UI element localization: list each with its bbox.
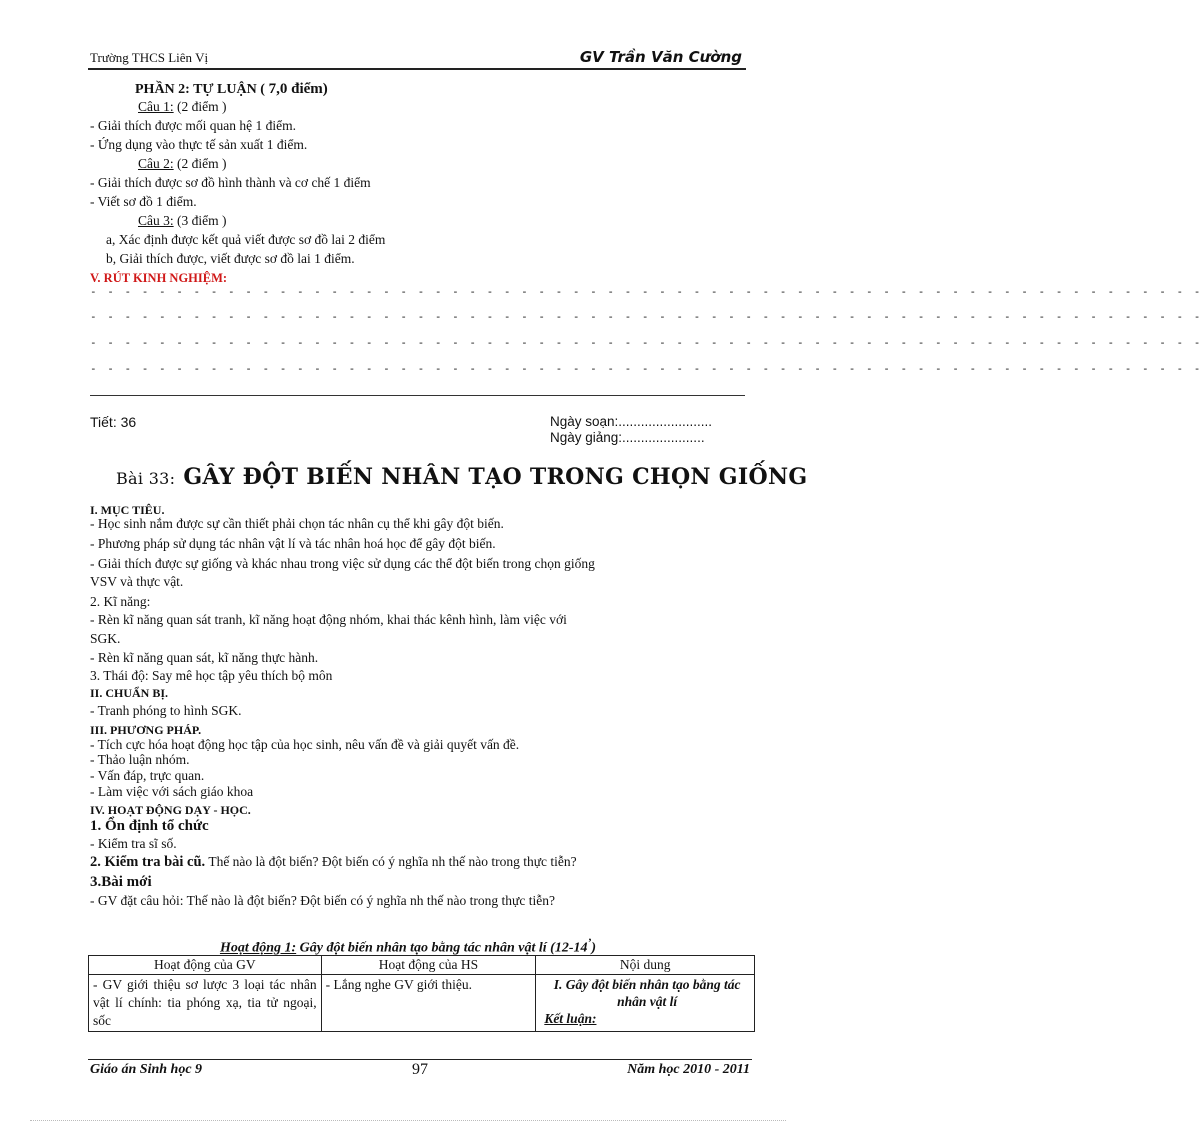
footer-left: Giáo án Sinh học 9 bbox=[90, 1062, 203, 1077]
q2-points: (2 điểm ) bbox=[173, 156, 227, 171]
kiem-si-so: - Kiểm tra sĩ số. bbox=[90, 836, 177, 851]
muc-tieu-line-2: - Phương pháp sử dụng tác nhân vật lí và tác nhân hoá học để gây đột biến. bbox=[90, 536, 496, 551]
part2-title bbox=[135, 81, 328, 98]
header-divider bbox=[88, 68, 746, 70]
q3-line-b: b, Giải thích được, viết được sơ đồ lai 1 điểm. bbox=[106, 251, 355, 266]
activity-title-mark: ’ bbox=[587, 936, 592, 949]
q2-label: Câu 2: bbox=[138, 156, 174, 171]
on-dinh-heading: 1. Ổn định tổ chức bbox=[90, 818, 209, 834]
section-divider bbox=[90, 395, 745, 396]
dash-line-2: - - - - - - - - - - - - - - - - - - - - - - - - - - - - - - - - - - - - - - - - - - - - - - - - - - - - - - - - - - - - - - - - - bbox=[90, 310, 1202, 323]
activity-table bbox=[88, 955, 755, 1032]
q3-label: Câu 3: bbox=[138, 213, 174, 228]
footer-divider bbox=[88, 1059, 752, 1060]
col-header-noi-dung: Nội dung bbox=[536, 956, 755, 975]
activity-title-rest: Gây đột biến nhân tạo bằng tác nhân vật lí (12-14 bbox=[296, 940, 588, 956]
q3-header bbox=[138, 213, 227, 229]
table-row bbox=[89, 975, 755, 1032]
muc-tieu-line-3b: VSV và thực vật. bbox=[90, 574, 184, 589]
muc-tieu-heading: I. MỤC TIÊU. bbox=[90, 503, 165, 517]
cell-hs: - Lắng nghe GV giới thiệu. bbox=[321, 975, 536, 1032]
q1-header bbox=[138, 99, 227, 115]
ki-nang-line-1b: SGK. bbox=[90, 631, 121, 646]
rut-kinh-nghiem-heading: V. RÚT KINH NGHIỆM: bbox=[90, 271, 228, 285]
noi-dung-ket-luan: Kết luận: bbox=[544, 1011, 597, 1026]
q3-line-a: a, Xác định được kết quả viết được sơ đồ lai 2 điểm bbox=[106, 232, 386, 247]
lesson-number: Bài 33: bbox=[116, 469, 176, 488]
footer-right: Năm học 2010 - 2011 bbox=[627, 1062, 750, 1077]
noi-dung-title: I. Gây đột biến nhân tạo bằng tác nhân vật lí bbox=[553, 977, 741, 1009]
lesson-title bbox=[116, 464, 807, 490]
phuong-phap-line-3: - Vấn đáp, trực quan. bbox=[90, 768, 205, 783]
ki-nang-line-1a: - Rèn kĩ năng quan sát tranh, kĩ năng hoạt động nhóm, khai thác kênh hình, làm việc với bbox=[90, 612, 567, 627]
thai-do: 3. Thái độ: Say mê học tập yêu thích bộ môn bbox=[90, 668, 333, 683]
muc-tieu-line-3a: - Giải thích được sự giống và khác nhau trong việc sử dụng các thể đột biến trong chọn giống bbox=[90, 556, 595, 571]
teacher-name: GV Trần Văn Cường bbox=[579, 48, 742, 66]
ngay-soan: Ngày soạn:......................... bbox=[550, 414, 713, 429]
lesson-title-text: GÂY ĐỘT BIẾN NHÂN TẠO TRONG CHỌN GIỐNG bbox=[183, 464, 808, 490]
page-number: 97 bbox=[412, 1061, 428, 1078]
activity-title-prefix: Hoạt động 1: bbox=[219, 940, 297, 956]
cell-gv: - GV giới thiệu sơ lược 3 loại tác nhân vật lí chính: tia phóng xạ, tia tử ngoại, sốc bbox=[89, 975, 322, 1032]
q1-line-2: - Ứng dụng vào thực tế sản xuất 1 điểm. bbox=[90, 137, 308, 152]
phuong-phap-line-4: - Làm việc với sách giáo khoa bbox=[90, 784, 254, 799]
tiet-label: Tiết: 36 bbox=[90, 414, 137, 430]
ki-nang-line-2: - Rèn kĩ năng quan sát, kĩ năng thực hành. bbox=[90, 650, 319, 665]
q2-header bbox=[138, 156, 227, 172]
q3-points: (3 điểm ) bbox=[173, 213, 227, 228]
bai-moi-heading: 3.Bài mới bbox=[90, 874, 152, 890]
phuong-phap-line-2: - Thảo luận nhóm. bbox=[90, 752, 190, 767]
activity-title-close: ) bbox=[591, 940, 597, 956]
q1-label: Câu 1: bbox=[138, 99, 174, 114]
page-edge bbox=[30, 1120, 786, 1121]
q2-line-2: - Viết sơ đồ 1 điểm. bbox=[90, 194, 197, 209]
dash-line-1: - - - - - - - - - - - - - - - - - - - - - - - - - - - - - - - - - - - - - - - - - - - - - - - - - - - - - - - - - - - - - - - - - bbox=[90, 285, 1202, 298]
school-name: Trường THCS Liên Vị bbox=[90, 50, 209, 65]
part2-title-points: 7,0 điểm) bbox=[264, 81, 328, 97]
phuong-phap-heading: III. PHƯƠNG PHÁP. bbox=[90, 723, 202, 737]
hoat-dong-heading: IV. HOẠT ĐỘNG DẠY - HỌC. bbox=[90, 803, 251, 817]
ki-nang-heading: 2. Kĩ năng: bbox=[90, 594, 151, 609]
kiem-tra-label: 2. Kiểm tra bài cũ. bbox=[90, 854, 206, 870]
activity-title bbox=[0, 936, 816, 957]
phuong-phap-line-1: - Tích cực hóa hoạt động học tập của học sinh, nêu vấn đề và giải quyết vấn đề. bbox=[90, 737, 520, 752]
q1-points: (2 điểm ) bbox=[173, 99, 227, 114]
dash-line-3: - - - - - - - - - - - - - - - - - - - - - - - - - - - - - - - - - - - - - - - - - - - - - - - - - - - - - - - - - - - - - - - - - bbox=[90, 336, 1202, 349]
part2-title-prefix: PHẦN 2: TỰ LUẬN ( bbox=[135, 82, 265, 97]
q1-line-1: - Giải thích được mối quan hệ 1 điểm. bbox=[90, 118, 297, 133]
q2-line-1: - Giải thích được sơ đồ hình thành và cơ chế 1 điểm bbox=[90, 175, 371, 190]
kiem-tra-bai-cu bbox=[90, 854, 577, 871]
dash-line-4: - - - - - - - - - - - - - - - - - - - - - - - - - - - - - - - - - - - - - - - - - - - - - - - - - - - - - - - - - - - - - - - - - bbox=[90, 362, 1202, 375]
ngay-giang: Ngày giảng:...................... bbox=[550, 430, 705, 445]
cell-noi-dung bbox=[536, 975, 755, 1032]
col-header-gv: Hoạt động của GV bbox=[89, 956, 322, 975]
col-header-hs: Hoạt động của HS bbox=[321, 956, 536, 975]
gv-dat-cau-hoi: - GV đặt câu hỏi: Thế nào là đột biến? Đột biến có ý nghĩa nh thế nào trong thực tiễn? bbox=[90, 893, 555, 908]
kiem-tra-text: Thế nào là đột biến? Đột biến có ý nghĩa nh thế nào trong thực tiễn? bbox=[205, 854, 577, 869]
table-header-row bbox=[89, 956, 755, 975]
chuan-bi-heading: II. CHUẨN BỊ. bbox=[90, 686, 169, 700]
muc-tieu-line-1: - Học sinh nắm được sự cần thiết phải chọn tác nhân cụ thể khi gây đột biến. bbox=[90, 516, 504, 531]
chuan-bi-line: - Tranh phóng to hình SGK. bbox=[90, 703, 242, 718]
